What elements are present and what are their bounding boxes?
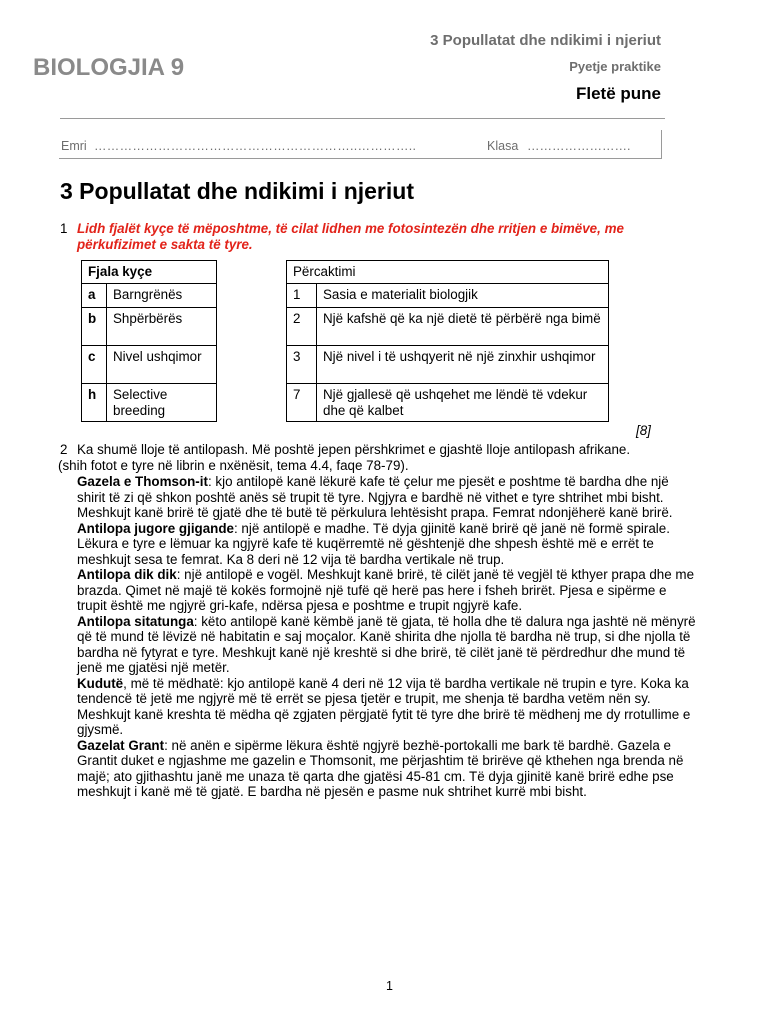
keyword-table bbox=[81, 260, 217, 422]
description-paragraph bbox=[77, 614, 697, 676]
marks-label: [8] bbox=[636, 423, 651, 438]
definition-number: 2 bbox=[287, 308, 317, 346]
definition-number: 3 bbox=[287, 346, 317, 384]
definition-text: Sasia e materialit biologjik bbox=[317, 284, 609, 308]
description-paragraph bbox=[77, 521, 697, 568]
question-reference: (shih fotot e tyre në librin e nxënësit, tema 4.4, faqe 78-79). bbox=[58, 458, 409, 473]
keyword-term: Selective breeding bbox=[107, 384, 217, 422]
definition-text: Një nivel i të ushqyerit në një zinxhir ushqimor bbox=[317, 346, 609, 384]
species-description: : në anën e sipërme lëkura është ngjyrë bezhë-portokalli me bark të bardhë. Gazela e Grantit duket e ngjashme me gazelin e Thomsonit, me përjashtim të brirëve që kthehen nga brenda në majë; ato gjithashtu janë me unaza të qarta dhe gjatësi 45-81 cm. Të dyja gjinitë kanë brirë edhe pse meshkujt i kanë më të gjatë. E bardha në pjesën e pasme nuk shtrihet kurrë mbi bisht. bbox=[77, 737, 684, 799]
keyword-term: Barngrënës bbox=[107, 284, 217, 308]
worksheet-label: Fletë pune bbox=[575, 84, 661, 103]
description-paragraph bbox=[77, 676, 697, 738]
page-title: 3 Popullatat dhe ndikimi i njeriut bbox=[60, 178, 414, 204]
question-number: 2 bbox=[60, 442, 68, 457]
keyword-letter: b bbox=[82, 308, 107, 346]
chapter-header: 3 Popullatat dhe ndikimi i njeriut bbox=[430, 32, 661, 49]
species-name: Gazelat Grant bbox=[77, 737, 165, 753]
keyword-term: Nivel ushqimor bbox=[107, 346, 217, 384]
page-number: 1 bbox=[386, 979, 393, 993]
class-label: Klasa bbox=[487, 139, 519, 153]
keyword-term: Shpërbërës bbox=[107, 308, 217, 346]
definition-number: 1 bbox=[287, 284, 317, 308]
question-number: 1 bbox=[60, 221, 68, 236]
description-paragraph bbox=[77, 738, 697, 800]
keyword-letter: h bbox=[82, 384, 107, 422]
description-paragraph bbox=[77, 567, 697, 614]
species-name: Kudutë bbox=[77, 675, 124, 691]
species-description: : një antilopë e vogël. Meshkujt kanë brirë, të cilët janë të vegjël të kthyer prapa dhe me brazda. Qimet në majë të kokës formojnë një tufë që herë pas here i fsheh brirët. Pjesa e sipërme e trupit është me ngjyrë gri-kafe, ndërsa pjesa e poshtme e trupit ngjyrë kafe. bbox=[77, 567, 695, 613]
subject-title: BIOLOGJIA 9 bbox=[33, 54, 185, 81]
question-intro: Ka shumë lloje të antilopash. Më poshtë jepen përshkrimet e gjashtë lloje antilopash afrikane. bbox=[77, 442, 631, 457]
name-field[interactable]: ……………………………………………………..………….. bbox=[94, 139, 417, 153]
header-divider bbox=[60, 118, 665, 119]
definition-text: Një kafshë që ka një dietë të përbërë nga bimë bbox=[317, 308, 609, 346]
species-name: Antilopa dik dik bbox=[77, 567, 177, 582]
keyword-table-header: Fjala kyçe bbox=[82, 261, 217, 284]
antelope-descriptions bbox=[77, 474, 697, 800]
definition-text: Një gjallesë që ushqehet me lëndë të vdekur dhe që kalbet bbox=[317, 384, 609, 422]
definition-number: 7 bbox=[287, 384, 317, 422]
species-description: , më të mëdhatë: kjo antilopë kanë 4 deri në 12 vija të bardha vertikale në trupin e tyre. Koka ka tendencë të jetë me ngjyrë më të errët se pjesa tjetër e trupit, me shenja të bardha vetëm nën sy. Meshkujt kanë kreshta të mëdha që zgjaten përgjatë fytit të tyre dhe brirë të mëdhenj me dy rrotullime e gjysmë. bbox=[77, 675, 691, 737]
species-name: Gazela e Thomson-it bbox=[77, 474, 208, 489]
definition-table bbox=[286, 260, 609, 422]
class-field[interactable]: ……………………. bbox=[527, 139, 631, 153]
definition-table-header: Përcaktimi bbox=[287, 261, 609, 284]
species-description: : një antilopë e madhe. Të dyja gjinitë kanë brirë që janë në formë spirale. Lëkura e tyre e lëmuar ka ngjyrë kafe të kuqërremtë në gështenjë dhe shpesh është më e errët te meshkujt sesa te femrat. Ka 8 deri në 12 vija të bardha vertikale në trup. bbox=[77, 520, 670, 567]
question-instruction: Lidh fjalët kyçe të mëposhtme, të cilat lidhen me fotosintezën dhe rritjen e bimëve, me përkufizimet e sakta të tyre. bbox=[77, 221, 624, 252]
keyword-letter: a bbox=[82, 284, 107, 308]
species-description: : kjo antilopë kanë lëkurë kafe të çelur me pjesët e poshtme të bardha dhe një shirit të zi që shkon poshtë anës së trupit të tyre. Ngjyra e bardhë në vithet e tyre shtrihet mbi bisht. Meshkujt kanë brirë të gjatë dhe të butë të përkulura lehtësisht prapa. Femrat ndonjëherë kanë brirë. bbox=[77, 474, 673, 520]
species-name: Antilopa jugore gjigande bbox=[77, 520, 234, 536]
species-name: Antilopa sitatunga bbox=[77, 613, 194, 629]
description-paragraph bbox=[77, 474, 697, 521]
worksheet-subtitle: Pyetje praktike bbox=[569, 59, 661, 74]
species-description: : këto antilopë kanë këmbë janë të gjata, të holla dhe të dalura nga jashtë në mënyrë që të mund të lëvizë në habitatin e saj moçalor. Kanë shirita dhe njolla të bardha në trup, si dhe njolla të bardha në fytyrat e tyre. Meshkujt kanë një kreshtë si dhe brirë, të cilët janë të përdredhur dhe mund të jenë me gjatësi një metër. bbox=[77, 613, 696, 675]
keyword-letter: c bbox=[82, 346, 107, 384]
name-label: Emri bbox=[61, 139, 87, 153]
